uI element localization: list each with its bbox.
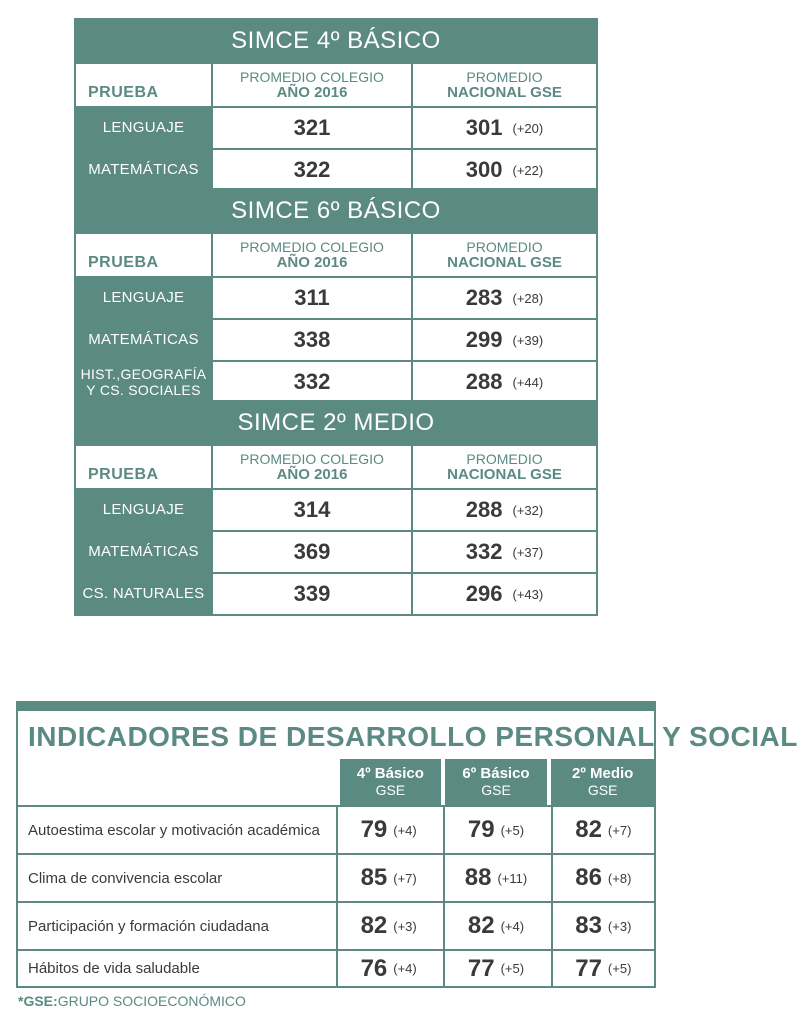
- header-line-1: PROMEDIO COLEGIO: [240, 69, 384, 85]
- indicadores-header-row: [340, 759, 654, 805]
- colegio-value: 311: [294, 285, 330, 310]
- header-line-2: NACIONAL GSE: [447, 466, 562, 483]
- column-header: [445, 759, 548, 805]
- diff-value: (+20): [512, 120, 544, 136]
- table-header-row: [76, 232, 596, 276]
- indicator-diff: (+4): [393, 822, 417, 838]
- prueba-header: PRUEBA: [88, 84, 159, 101]
- table-title: SIMCE 6º BÁSICO: [76, 190, 596, 232]
- indicator-diff: (+5): [500, 961, 525, 976]
- table-row: [76, 360, 596, 402]
- indicator-value: 83: [575, 912, 602, 939]
- diff-value: (+28): [512, 290, 544, 306]
- row-label: Hábitos de vida saludable: [28, 960, 200, 977]
- table-row: [76, 106, 596, 148]
- header-line-1: PROMEDIO COLEGIO: [240, 239, 384, 255]
- indicator-diff: (+3): [393, 918, 417, 934]
- row-label: HIST.,GEOGRAFÍA Y CS. SOCIALES: [76, 362, 211, 402]
- simce-4-basico-table: [74, 18, 598, 192]
- table-header-row: [76, 444, 596, 488]
- column-sub: GSE: [375, 782, 406, 798]
- indicator-diff: (+4): [393, 961, 417, 976]
- row-label: MATEMÁTICAS: [76, 532, 211, 572]
- diff-value: (+44): [512, 374, 544, 390]
- table-row: [76, 318, 596, 360]
- column-sub: GSE: [587, 782, 618, 798]
- colegio-value: 338: [293, 327, 331, 352]
- indicator-value: 77: [575, 954, 602, 982]
- indicator-value: 76: [360, 954, 388, 982]
- table-title: SIMCE 2º MEDIO: [76, 402, 596, 444]
- column-header: [551, 759, 654, 805]
- table-row: [18, 903, 654, 949]
- diff-value: (+39): [512, 332, 544, 348]
- promedio-nacional-header: [411, 234, 596, 276]
- prueba-header: PRUEBA: [88, 254, 159, 271]
- table-row: [18, 951, 654, 986]
- indicator-value: 82: [575, 816, 602, 843]
- simce-6-basico-table: [74, 188, 598, 404]
- row-label: MATEMÁTICAS: [76, 320, 211, 360]
- indicator-diff: (+5): [500, 822, 525, 838]
- nacional-value: 299: [465, 327, 503, 352]
- row-label: Clima de convivencia escolar: [28, 869, 223, 887]
- table-title: SIMCE 4º BÁSICO: [76, 20, 596, 62]
- indicator-value: 88: [464, 864, 492, 891]
- indicator-value: 86: [575, 864, 602, 891]
- indicator-value: 82: [360, 912, 388, 939]
- nacional-value: 288: [465, 369, 503, 394]
- indicator-diff: (+7): [607, 822, 632, 838]
- table-row: [76, 148, 596, 190]
- indicator-diff: (+11): [497, 870, 528, 886]
- footnote-key: *GSE:: [18, 993, 58, 1009]
- indicadores-title: INDICADORES DE DESARROLLO PERSONAL Y SOCIAL: [28, 721, 798, 752]
- row-label: LENGUAJE: [76, 490, 211, 530]
- promedio-colegio-header: [211, 446, 411, 488]
- indicator-diff: (+4): [500, 918, 525, 934]
- diff-value: (+37): [512, 544, 544, 560]
- indicator-value: 82: [467, 912, 495, 939]
- colegio-value: 339: [293, 581, 331, 606]
- table-row: [76, 276, 596, 318]
- header-line-2: AÑO 2016: [276, 254, 348, 271]
- nacional-value: 288: [465, 497, 503, 522]
- row-label: LENGUAJE: [76, 278, 211, 318]
- indicator-value: 77: [467, 954, 495, 982]
- indicator-diff: (+5): [607, 961, 632, 976]
- indicator-value: 79: [360, 816, 388, 843]
- prueba-header: PRUEBA: [88, 466, 159, 483]
- row-label: Autoestima escolar y motivación académica: [28, 821, 320, 839]
- header-line-2: NACIONAL GSE: [447, 254, 562, 271]
- column-header: [340, 759, 441, 805]
- indicadores-table: [16, 701, 798, 988]
- row-label: MATEMÁTICAS: [76, 150, 211, 190]
- column-name: 4º Básico: [356, 765, 424, 782]
- row-label: Participación y formación ciudadana: [28, 917, 269, 935]
- table-row: [76, 572, 596, 614]
- header-line-1: PROMEDIO: [466, 69, 543, 85]
- table-row: [18, 855, 654, 901]
- indicator-diff: (+7): [393, 870, 417, 886]
- nacional-value: 296: [465, 581, 503, 606]
- column-name: 2º Medio: [572, 765, 634, 782]
- header-line-1: PROMEDIO: [466, 239, 543, 255]
- column-name: 6º Básico: [462, 765, 530, 782]
- nacional-value: 283: [465, 285, 503, 310]
- colegio-value: 332: [293, 369, 331, 394]
- header-line-2: AÑO 2016: [276, 466, 348, 483]
- colegio-value: 369: [293, 539, 331, 564]
- colegio-value: 321: [293, 115, 331, 140]
- indicator-value: 85: [360, 864, 388, 891]
- indicator-diff: (+3): [607, 918, 632, 934]
- colegio-value: 314: [293, 497, 331, 522]
- nacional-value: 301: [465, 115, 503, 140]
- row-label: LENGUAJE: [76, 108, 211, 148]
- footnote: [18, 993, 246, 1009]
- header-line-2: NACIONAL GSE: [447, 84, 562, 101]
- indicator-value: 79: [467, 816, 495, 843]
- diff-value: (+32): [512, 502, 544, 518]
- colegio-value: 322: [293, 157, 331, 182]
- nacional-value: 332: [465, 539, 503, 564]
- nacional-value: 300: [465, 157, 503, 182]
- simce-2-medio-table: [74, 400, 598, 616]
- table-row: [76, 488, 596, 530]
- header-line-1: PROMEDIO COLEGIO: [240, 451, 384, 467]
- indicator-diff: (+8): [607, 870, 632, 886]
- table-row: [76, 530, 596, 572]
- row-label: CS. NATURALES: [76, 574, 211, 614]
- footnote-text: GRUPO SOCIOECONÓMICO: [57, 993, 246, 1009]
- promedio-colegio-header: [211, 234, 411, 276]
- promedio-nacional-header: [411, 446, 596, 488]
- header-line-1: PROMEDIO: [466, 451, 543, 467]
- table-header-row: [76, 62, 596, 106]
- column-sub: GSE: [481, 782, 511, 798]
- header-line-2: AÑO 2016: [276, 84, 348, 101]
- diff-value: (+22): [512, 162, 544, 178]
- diff-value: (+43): [512, 586, 544, 602]
- promedio-nacional-header: [411, 64, 596, 106]
- promedio-colegio-header: [211, 64, 411, 106]
- table-row: [18, 807, 654, 853]
